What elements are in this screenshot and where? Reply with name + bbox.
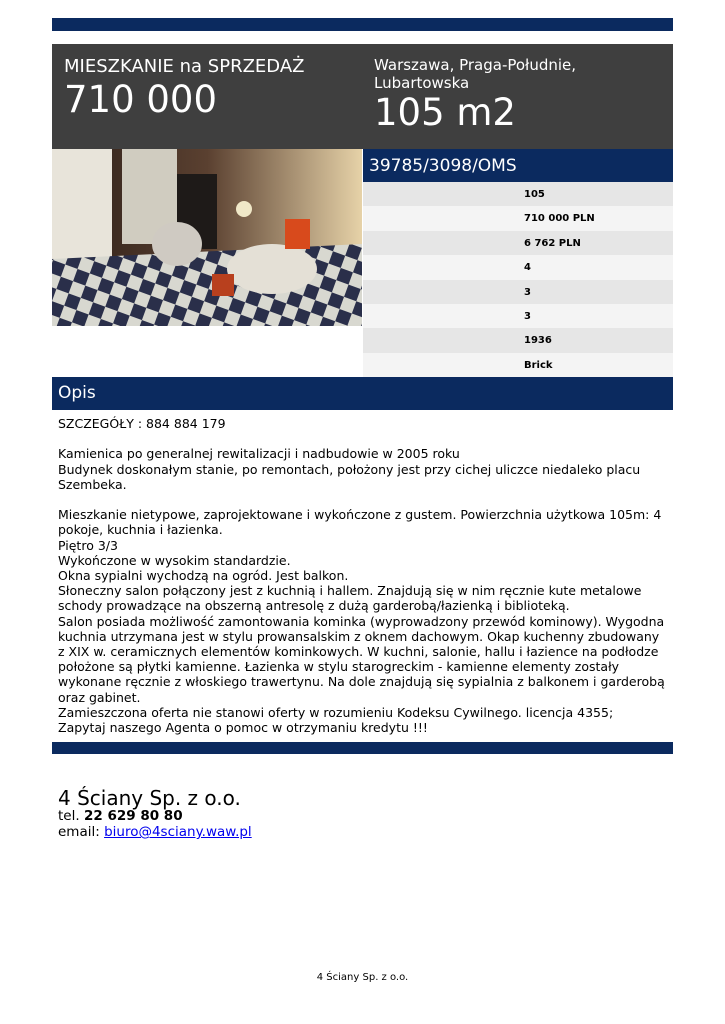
phone-line xyxy=(58,808,252,824)
description-line: Wykończone w wysokim standardzie. xyxy=(58,552,291,568)
description-spacer xyxy=(58,492,668,507)
detail-value: Brick xyxy=(524,359,553,371)
detail-value: 1936 xyxy=(524,335,552,347)
header-right xyxy=(374,56,664,133)
header-left xyxy=(64,56,354,120)
top-bar xyxy=(52,18,673,31)
living-room-photo xyxy=(52,149,362,326)
detail-row xyxy=(363,255,673,279)
detail-row xyxy=(363,206,673,230)
description-line: Budynek doskonałym stanie, po remontach, położony jest przy cichej uliczce niedaleko placu Szembeka. xyxy=(58,461,641,492)
phone-label: tel. xyxy=(58,808,80,824)
description-line: Zapytaj naszego Agenta o pomoc w otrzymaniu kredytu !!! xyxy=(58,720,428,736)
description-line: Piętro 3/3 xyxy=(58,537,118,553)
detail-row xyxy=(363,328,673,352)
detail-value: 3 xyxy=(524,310,531,322)
detail-value: 105 xyxy=(524,189,545,200)
detail-value: 6 762 PLN xyxy=(524,237,581,249)
listing-header xyxy=(52,44,673,149)
listing-price: 710 000 xyxy=(64,78,218,121)
description-header xyxy=(52,377,673,410)
details-table xyxy=(363,182,673,377)
email-link[interactable]: biuro@4sciany.waw.pl xyxy=(104,824,252,840)
description-line: SZCZEGÓŁY : 884 884 179 xyxy=(58,416,226,431)
page-footer: 4 Ściany Sp. z o.o. xyxy=(316,972,409,983)
description-line: Kamienica po generalnej rewitalizacji i nadbudowie w 2005 roku xyxy=(58,446,460,462)
listing-photo xyxy=(52,149,362,326)
detail-row xyxy=(363,280,673,304)
detail-value: 4 xyxy=(524,262,531,274)
bottom-bar xyxy=(52,742,673,754)
description-line: Mieszkanie nietypowe, zaprojektowane i wykończone z gustem. Powierzchnia użytkowa 105m: 4 pokoje, kuchnia i łazienka. xyxy=(58,507,662,538)
description-title: Opis xyxy=(58,383,96,403)
reference-bar xyxy=(363,149,673,182)
listing-location: Warszawa, Praga-Południe, Lubartowska xyxy=(374,56,577,92)
description-line: Słoneczny salon połączony jest z kuchnią i hallem. Znajdują się w nim ręcznie kute metalowe schody prowadzące na obszerną antresolę z dużą garderobą/łazienką i biblioteką. xyxy=(58,583,642,614)
detail-value: 710 000 PLN xyxy=(524,213,595,225)
phone-number: 22 629 80 80 xyxy=(83,808,183,824)
email-line xyxy=(58,824,252,840)
reference-number: 39785/3098/OMS xyxy=(369,156,517,176)
detail-row xyxy=(363,353,673,377)
detail-value: 3 xyxy=(524,286,531,298)
description-line: Zamieszczona oferta nie stanowi oferty w rozumieniu Kodeksu Cywilnego. licencja 4355; xyxy=(58,704,614,720)
listing-type: MIESZKANIE na SPRZEDAŻ xyxy=(64,56,305,77)
description-line: Salon posiada możliwość zamontowania kominka (wyprowadzony przewód kominowy). Wygodna kuchnia utrzymana jest w stylu prowansalskim z oknem dachowym. Okap kuchenny zbudowany z XIX w. ceramicznych elementów kominkowych. W kuchni, salonie, hallu i łazience na podłodze położone są płytki kamienne. Łazienka w stylu starogreckim - kamienne elementy zostały wykonane ręcznie z włoskiego trawertynu. Na dole znajdują się sypialnia z balkonem i garderobą oraz gabinet. xyxy=(58,613,665,705)
detail-row xyxy=(363,182,673,206)
listing-area: 105 m2 xyxy=(374,91,516,134)
description-line: Okna sypialni wychodzą na ogród. Jest balkon. xyxy=(58,568,349,583)
detail-row xyxy=(363,231,673,255)
description-spacer xyxy=(58,431,668,446)
agency-contact xyxy=(58,808,252,840)
description-body xyxy=(58,416,668,735)
detail-row xyxy=(363,304,673,328)
email-label: email: xyxy=(58,824,100,840)
agency-name: 4 Ściany Sp. z o.o. xyxy=(58,786,241,810)
